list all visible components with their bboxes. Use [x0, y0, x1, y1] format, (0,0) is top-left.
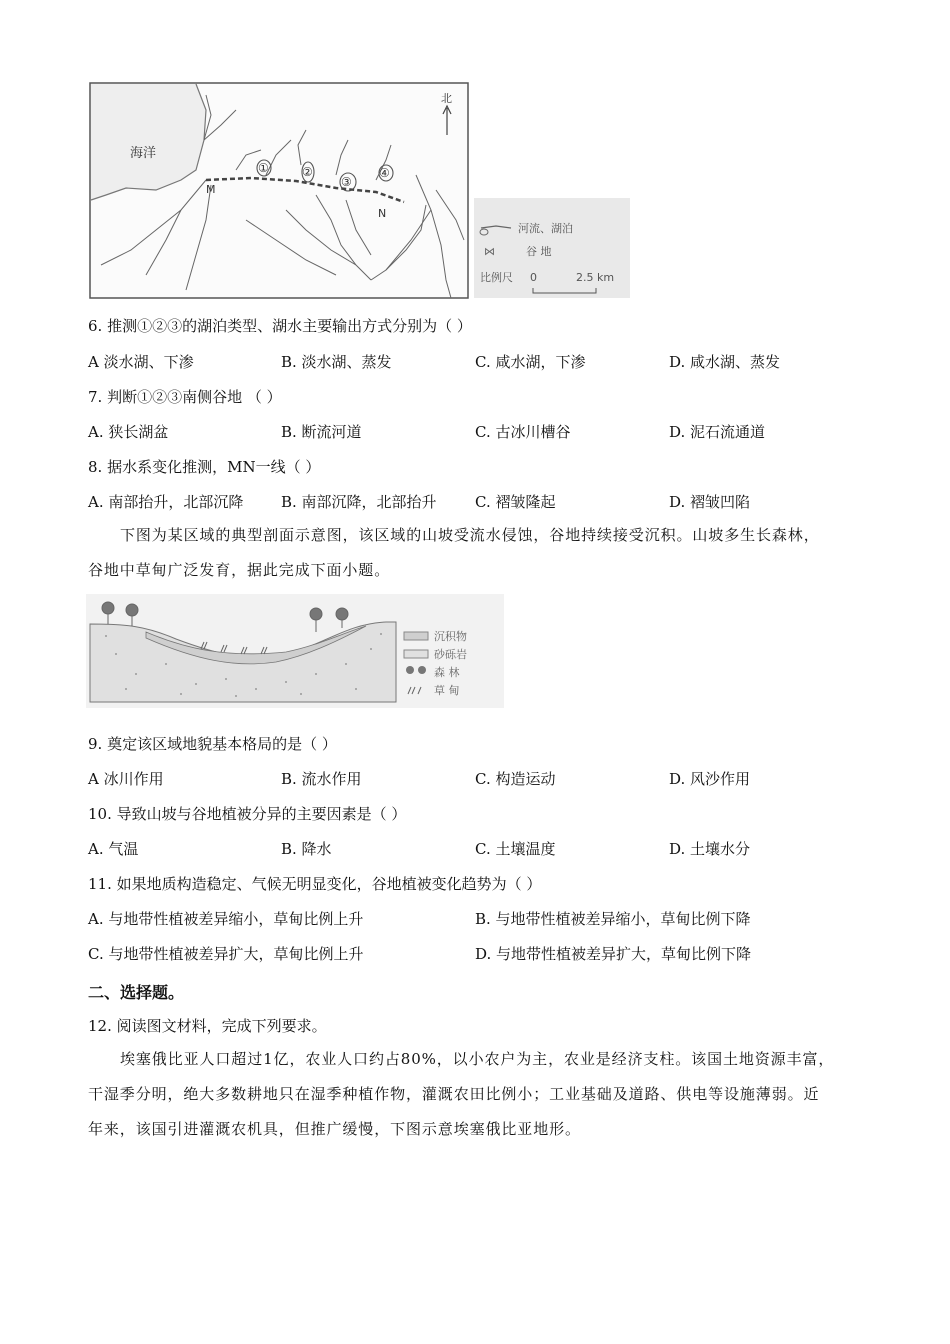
q7-stem: 7. 判断①②③南侧谷地 （ ）: [88, 388, 282, 406]
q8-option-b[interactable]: B. 南部沉降，北部抬升: [281, 493, 437, 511]
point-n-label: N: [378, 207, 387, 220]
q12-para-line2: 干湿季分明，绝大多数耕地只在湿季种植作物，灌溉农田比例小；工业基础及道路、供电等设施薄弱。近: [88, 1085, 820, 1103]
q11-option-b[interactable]: B. 与地带性植被差异缩小，草甸比例下降: [475, 910, 751, 928]
intro2-line1: 下图为某区域的典型剖面示意图，该区域的山坡受流水侵蚀，谷地持续接受沉积。山坡多生长森林，: [120, 526, 820, 544]
q8-option-c[interactable]: C. 褶皱隆起: [475, 493, 556, 511]
lake-marker-4: ④: [379, 166, 390, 180]
q9-option-b[interactable]: B. 流水作用: [281, 770, 362, 788]
legend-river-label: 河流、湖泊: [518, 222, 573, 235]
figure-map: [86, 80, 632, 300]
q9-option-a[interactable]: A 冰川作用: [88, 770, 164, 788]
q7-option-b[interactable]: B. 断流河道: [281, 423, 362, 441]
q7-option-d[interactable]: D. 泥石流通道: [669, 423, 766, 441]
north-label: 北: [441, 92, 452, 105]
q11-option-a[interactable]: A. 与地带性植被差异缩小，草甸比例上升: [88, 910, 364, 928]
q12-para-line1: 埃塞俄比亚人口超过1亿，农业人口约占80%，以小农户为主，农业是经济支柱。该国土地资源丰富，: [120, 1050, 835, 1068]
intro2-line2: 谷地中草甸广泛发育，据此完成下面小题。: [88, 561, 391, 579]
legend-sediment-swatch: [404, 632, 428, 640]
point-m-label: M: [206, 183, 216, 196]
q7-option-c[interactable]: C. 古冰川槽谷: [475, 423, 571, 441]
scale-label: 比例尺: [480, 271, 513, 284]
legend-valley-icon: ⋈: [484, 245, 495, 258]
lake-marker-1: ①: [258, 161, 269, 175]
section-2-title: 二、选择题。: [88, 983, 185, 1002]
q10-option-d[interactable]: D. 土壤水分: [669, 840, 751, 858]
legend-sandstone-swatch: [404, 650, 428, 658]
q9-option-c[interactable]: C. 构造运动: [475, 770, 556, 788]
q11-option-d[interactable]: D. 与地带性植被差异扩大，草甸比例下降: [475, 945, 752, 963]
q11-option-c[interactable]: C. 与地带性植被差异扩大，草甸比例上升: [88, 945, 364, 963]
legend-valley-label: 谷 地: [526, 245, 552, 258]
q8-option-d[interactable]: D. 褶皱凹陷: [669, 493, 751, 511]
q12-para-line3: 年来，该国引进灌溉农机具，但推广缓慢，下图示意埃塞俄比亚地形。: [88, 1120, 581, 1138]
q6-option-b[interactable]: B. 淡水湖、蒸发: [281, 353, 392, 371]
q10-option-b[interactable]: B. 降水: [281, 840, 332, 858]
q10-option-a[interactable]: A. 气温: [88, 840, 139, 858]
legend-sandstone-label: 砂砾岩: [434, 648, 467, 661]
ocean-label: 海洋: [130, 146, 157, 161]
q12-stem: 12. 阅读图文材料，完成下列要求。: [88, 1017, 327, 1035]
q7-option-a[interactable]: A. 狭长湖盆: [88, 423, 169, 441]
q11-stem: 11. 如果地质构造稳定、气候无明显变化，谷地植被变化趋势为（ ）: [88, 875, 542, 893]
lake-marker-3: ③: [341, 175, 352, 189]
q6-stem: 6. 推测①②③的湖泊类型、湖水主要输出方式分别为（ ）: [88, 317, 472, 335]
q10-stem: 10. 导致山坡与谷地植被分异的主要因素是（ ）: [88, 805, 407, 823]
legend-sediment-label: 沉积物: [434, 630, 467, 643]
lake-marker-2: ②: [302, 165, 313, 179]
q8-option-a[interactable]: A. 南部抬升，北部沉降: [88, 493, 244, 511]
q6-option-d[interactable]: D. 咸水湖、蒸发: [669, 353, 781, 371]
q6-option-c[interactable]: C. 咸水湖，下渗: [475, 353, 586, 371]
q9-stem: 9. 奠定该区域地貌基本格局的是（ ）: [88, 735, 337, 753]
scale-zero: 0: [530, 271, 537, 284]
legend-meadow-label: 草 甸: [434, 684, 460, 697]
q6-option-a[interactable]: A 淡水湖、下渗: [88, 353, 194, 371]
scale-value: 2.5 km: [576, 271, 615, 284]
q8-stem: 8. 据水系变化推测，MN一线（ ）: [88, 458, 321, 476]
legend-forest-label: 森 林: [434, 666, 460, 679]
q9-option-d[interactable]: D. 风沙作用: [669, 770, 751, 788]
figure-cross-section: [86, 594, 504, 708]
q10-option-c[interactable]: C. 土壤温度: [475, 840, 556, 858]
